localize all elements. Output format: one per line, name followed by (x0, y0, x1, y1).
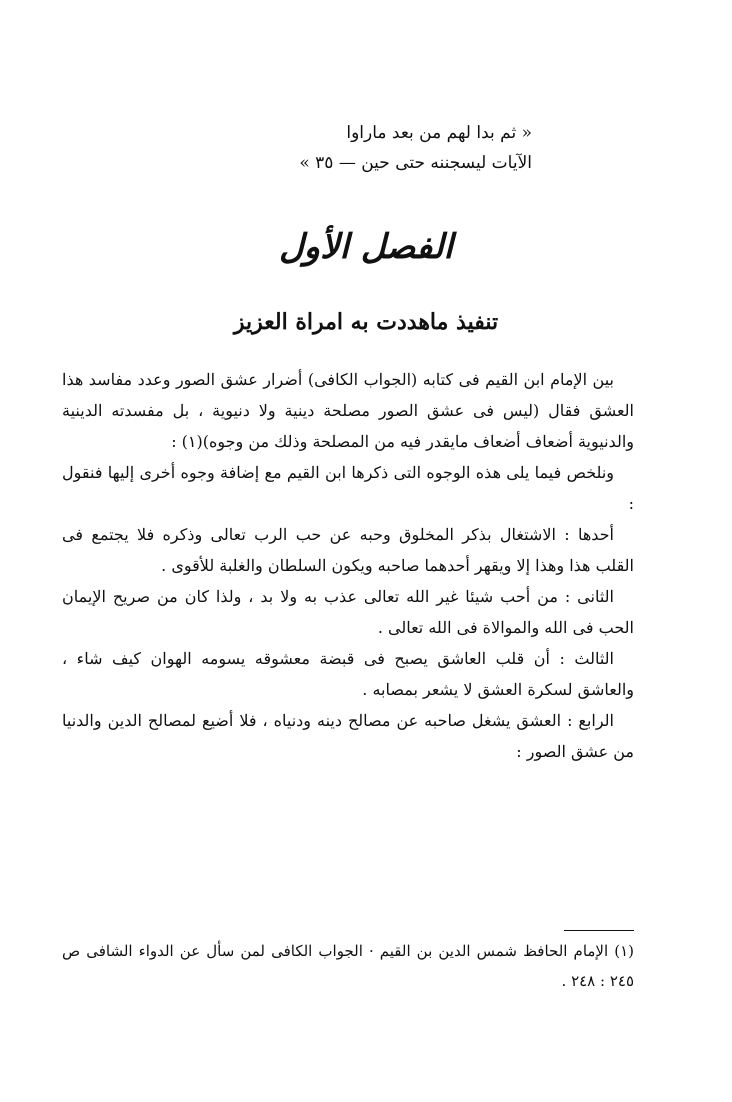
paragraph-first-point: أحدها : الاشتغال بذكر المخلوق وحبه عن حب الرب تعالى وذكره فلا يجتمع فى القلب هذا وهذا إلا ويقهر أحدهما صاحبه ويكون السلطان والغلبة للأقوى . (62, 525, 634, 575)
paragraph-second-point: الثانى : من أحب شيئا غير الله تعالى عذب به ولا بد ، ولذا كان من صريح الإيمان الحب فى الله والموالاة فى الله تعالى . (62, 587, 634, 637)
footnote-text: (١) الإمام الحافظ شمس الدين بن القيم · الجواب الكافى لمن سأل عن الدواء الشافى ص ٢٤٥ : ٢٤٨ . (62, 942, 634, 990)
verse-line-1: « ثم بدا لهم من بعد ماراوا (346, 123, 532, 143)
section-title: تنفيذ ماهددت به امراة العزيز (233, 309, 499, 335)
chapter-title: الفصل الأول (278, 227, 454, 267)
body-text (62, 364, 634, 767)
paragraph-intro: بين الإمام ابن القيم فى كتابه (الجواب الكافى) أضرار عشق الصور وعدد مفاسد هذا العشق فقال (ليس فى عشق الصور مصلحة دينية ولا دنيوية ، بل مفسدته الدينية والدنيوية أضعاف أضعاف مايقدر فيه من المصلحة وذلك من وجوه)(١) : (62, 370, 634, 451)
footnote-divider (564, 930, 634, 931)
verse-line-2: الآيات ليسجننه حتى حين — ٣٥ » (299, 153, 532, 173)
paragraph-fourth-point: الرابع : العشق يشغل صاحبه عن مصالح دينه ودنياه ، فلا أضيع لمصالح الدين والدنيا من عشق الصور : (62, 711, 634, 761)
paragraph-summary: ونلخص فيما يلى هذه الوجوه التى ذكرها ابن القيم مع إضافة وجوه أخرى إليها فنقول : (62, 463, 634, 513)
paragraph-third-point: الثالث : أن قلب العاشق يصبح فى قبضة معشوقه يسومه الهوان كيف شاء ، والعاشق لسكرة العشق لا يشعر بمصابه . (62, 649, 634, 699)
footnote (62, 936, 634, 996)
quranic-verse (272, 118, 532, 178)
